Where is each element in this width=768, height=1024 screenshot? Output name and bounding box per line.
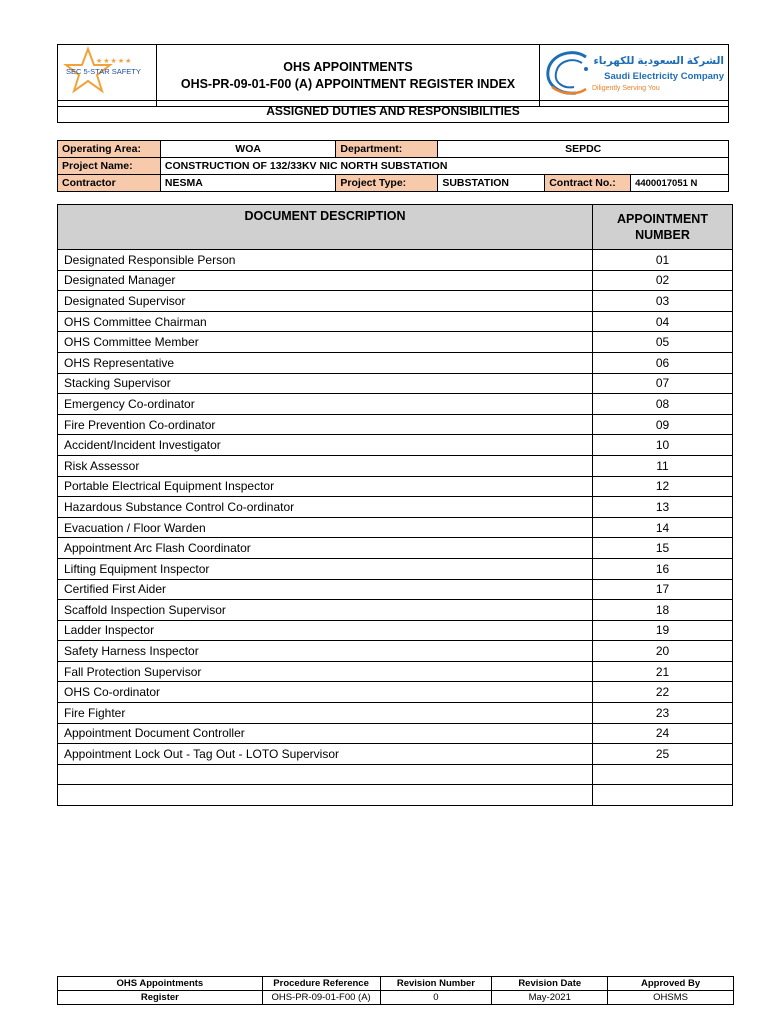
row-appointment-number: 04 (593, 311, 733, 332)
row-description: Stacking Supervisor (58, 373, 593, 394)
row-appointment-number: 14 (593, 517, 733, 538)
col-header-number: APPOINTMENT NUMBER (593, 205, 733, 250)
logo-text: SEC 5-STAR SAFETY (66, 67, 141, 76)
row-description: OHS Representative (58, 352, 593, 373)
footer-v3: 0 (380, 991, 492, 1005)
row-appointment-number: 23 (593, 703, 733, 724)
row-description: Accident/Incident Investigator (58, 435, 593, 456)
row-appointment-number: 17 (593, 579, 733, 600)
row-appointment-number: 15 (593, 538, 733, 559)
row-description: Fall Protection Supervisor (58, 661, 593, 682)
row-appointment-number (593, 764, 733, 785)
row-appointment-number: 12 (593, 476, 733, 497)
project-name-value: CONSTRUCTION OF 132/33KV NIC NORTH SUBSTATION (160, 158, 728, 175)
row-description: Fire Fighter (58, 703, 593, 724)
row-appointment-number: 18 (593, 600, 733, 621)
table-row (58, 476, 733, 497)
contract-no-value: 4400017051 N (631, 175, 729, 192)
row-description: OHS Committee Chairman (58, 311, 593, 332)
footer-v1: Register (58, 991, 263, 1005)
footer-h1: OHS Appointments (58, 977, 263, 991)
header-title (157, 45, 540, 107)
row-appointment-number: 22 (593, 682, 733, 703)
footer-h5: Approved By (608, 977, 734, 991)
row-description: Appointment Document Controller (58, 723, 593, 744)
footer-v5: OHSMS (608, 991, 734, 1005)
table-row (58, 414, 733, 435)
footer-h2: Procedure Reference (262, 977, 380, 991)
table-row (58, 250, 733, 271)
row-appointment-number: 07 (593, 373, 733, 394)
sec-logo (540, 45, 729, 107)
table-row (58, 600, 733, 621)
project-name-label: Project Name: (58, 158, 161, 175)
table-row (58, 435, 733, 456)
table-row (58, 517, 733, 538)
row-appointment-number: 01 (593, 250, 733, 271)
table-row (58, 764, 733, 785)
row-description: Portable Electrical Equipment Inspector (58, 476, 593, 497)
table-row (58, 291, 733, 312)
row-description: Appointment Arc Flash Coordinator (58, 538, 593, 559)
sec-swoosh-icon (542, 49, 594, 97)
row-appointment-number: 13 (593, 497, 733, 518)
row-description: Hazardous Substance Control Co-ordinator (58, 497, 593, 518)
table-row (58, 270, 733, 291)
row-description: OHS Co-ordinator (58, 682, 593, 703)
table-row (58, 332, 733, 353)
sec-tagline: Diligently Serving You (592, 85, 660, 92)
document-footer (57, 976, 734, 1005)
row-appointment-number: 08 (593, 394, 733, 415)
row-description: Emergency Co-ordinator (58, 394, 593, 415)
row-description: Ladder Inspector (58, 620, 593, 641)
table-row (58, 785, 733, 806)
contractor-value: NESMA (160, 175, 336, 192)
footer-v2: OHS-PR-09-01-F00 (A) (262, 991, 380, 1005)
row-description: Scaffold Inspection Supervisor (58, 600, 593, 621)
sec-english-name: Saudi Electricity Company (604, 71, 724, 82)
row-description: Designated Manager (58, 270, 593, 291)
table-row (58, 373, 733, 394)
row-appointment-number: 16 (593, 558, 733, 579)
project-info-table (57, 140, 729, 192)
footer-h4: Revision Date (492, 977, 608, 991)
row-description: Designated Supervisor (58, 291, 593, 312)
row-appointment-number: 25 (593, 744, 733, 765)
project-type-label: Project Type: (336, 175, 438, 192)
row-description: Certified First Aider (58, 579, 593, 600)
footer-h3: Revision Number (380, 977, 492, 991)
row-appointment-number (593, 785, 733, 806)
sec-arabic-name: الشركة السعودية للكهرباء (593, 55, 724, 67)
row-description (58, 764, 593, 785)
table-row (58, 682, 733, 703)
table-row (58, 497, 733, 518)
operating-area-label: Operating Area: (58, 141, 161, 158)
row-appointment-number: 19 (593, 620, 733, 641)
row-appointment-number: 21 (593, 661, 733, 682)
row-description (58, 785, 593, 806)
table-row (58, 744, 733, 765)
row-description: Fire Prevention Co-ordinator (58, 414, 593, 435)
row-description: Safety Harness Inspector (58, 641, 593, 662)
sub-title: ASSIGNED DUTIES AND RESPONSIBILITIES (57, 100, 729, 123)
col-header-description: DOCUMENT DESCRIPTION (58, 205, 593, 250)
contractor-label: Contractor (58, 175, 161, 192)
row-description: Designated Responsible Person (58, 250, 593, 271)
table-row (58, 394, 733, 415)
title-line-1: OHS APPOINTMENTS (283, 59, 413, 74)
row-appointment-number: 20 (593, 641, 733, 662)
table-row (58, 311, 733, 332)
row-appointment-number: 06 (593, 352, 733, 373)
contract-no-label: Contract No.: (545, 175, 631, 192)
row-description: Risk Assessor (58, 455, 593, 476)
table-row (58, 620, 733, 641)
row-appointment-number: 05 (593, 332, 733, 353)
appointment-register-table (57, 204, 733, 806)
operating-area-value: WOA (160, 141, 336, 158)
row-appointment-number: 24 (593, 723, 733, 744)
project-type-value: SUBSTATION (438, 175, 545, 192)
table-row (58, 538, 733, 559)
row-appointment-number: 10 (593, 435, 733, 456)
table-row (58, 661, 733, 682)
table-row (58, 641, 733, 662)
row-appointment-number: 03 (593, 291, 733, 312)
title-line-2: OHS-PR-09-01-F00 (A) APPOINTMENT REGISTER INDEX (180, 76, 516, 91)
logo-stars: ★★★★★ (96, 58, 133, 65)
document-header (57, 44, 729, 107)
row-appointment-number: 09 (593, 414, 733, 435)
footer-v4: May-2021 (492, 991, 608, 1005)
row-description: OHS Committee Member (58, 332, 593, 353)
table-row (58, 723, 733, 744)
table-row (58, 558, 733, 579)
row-appointment-number: 02 (593, 270, 733, 291)
department-value: SEPDC (438, 141, 729, 158)
table-row (58, 352, 733, 373)
row-appointment-number: 11 (593, 455, 733, 476)
row-description: Evacuation / Floor Warden (58, 517, 593, 538)
table-row (58, 455, 733, 476)
table-row (58, 703, 733, 724)
row-description: Appointment Lock Out - Tag Out - LOTO Supervisor (58, 744, 593, 765)
department-label: Department: (336, 141, 438, 158)
table-row (58, 579, 733, 600)
five-star-safety-logo (58, 45, 157, 107)
row-description: Lifting Equipment Inspector (58, 558, 593, 579)
